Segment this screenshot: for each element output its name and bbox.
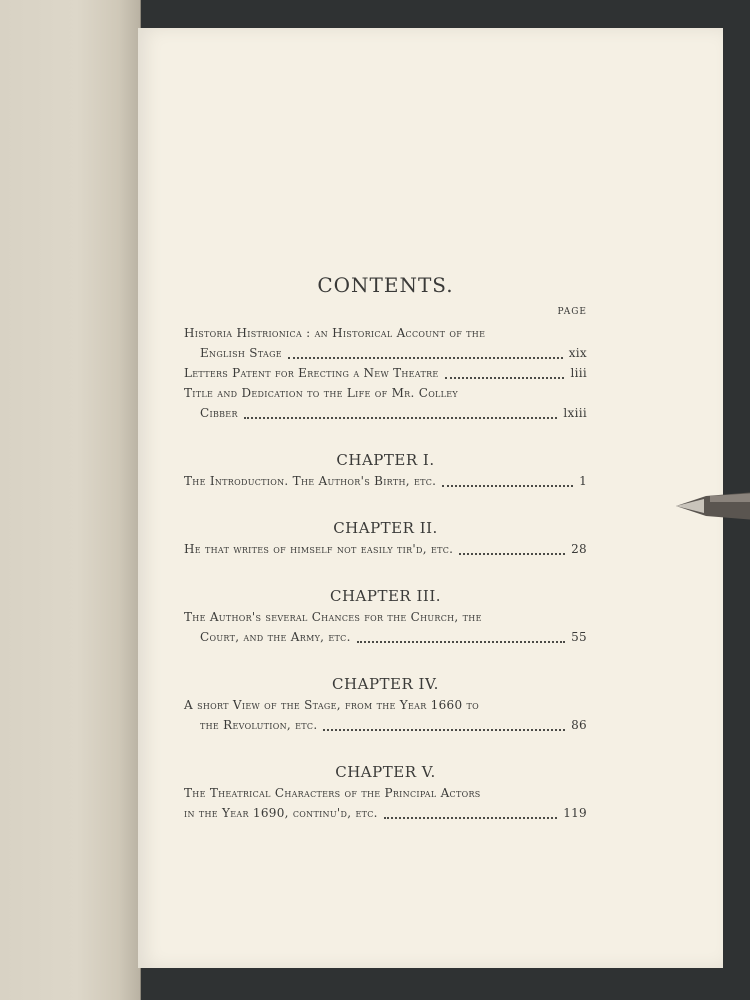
page-number: lxiii — [563, 406, 587, 420]
entry-text: Title and Dedication to the Life of Mr. Colley — [184, 386, 458, 400]
page-number: 86 — [571, 718, 587, 732]
toc-entry-historia — [184, 323, 587, 363]
toc-entry-chapter-2 — [184, 539, 587, 559]
toc-entry-chapter-1 — [184, 471, 587, 491]
toc-entry-chapter-4 — [184, 695, 587, 735]
toc-entry-title-dedication — [184, 383, 587, 423]
dot-leader — [384, 817, 557, 819]
left-page — [0, 0, 141, 1000]
pen-tip — [676, 488, 750, 524]
chapter-heading: CHAPTER IV. — [332, 675, 439, 693]
page-number: 1 — [579, 474, 587, 488]
dot-leader — [459, 553, 565, 555]
dot-leader — [323, 729, 565, 731]
page-column-label: PAGE — [557, 307, 587, 317]
entry-text: Cibber — [200, 406, 238, 420]
page-number: xix — [568, 346, 587, 360]
chapter-heading: CHAPTER I. — [336, 451, 435, 469]
entry-text: A short View of the Stage, from the Year 1660 to — [184, 698, 480, 712]
toc-entry-chapter-5 — [184, 783, 587, 823]
dot-leader — [442, 485, 573, 487]
right-page — [138, 28, 723, 968]
entry-text: He that writes of himself not easily tir'd, etc. — [184, 542, 454, 556]
page-number: liii — [570, 366, 587, 380]
table-of-contents — [184, 273, 587, 823]
page-number: 55 — [571, 630, 587, 644]
contents-title: CONTENTS. — [317, 273, 454, 297]
page-number: 119 — [563, 806, 587, 820]
toc-entry-letters-patent — [184, 363, 587, 383]
toc-entry-chapter-3 — [184, 607, 587, 647]
entry-text: The Theatrical Characters of the Principal Actors — [184, 786, 481, 800]
entry-text: in the Year 1690, continu'd, etc. — [184, 806, 378, 820]
chapter-heading: CHAPTER III. — [329, 587, 442, 605]
dot-leader — [357, 641, 565, 643]
dot-leader — [445, 377, 565, 379]
entry-text: Court, and the Army, etc. — [200, 630, 351, 644]
page-number: 28 — [571, 542, 587, 556]
entry-text: English Stage — [200, 346, 282, 360]
chapter-heading: CHAPTER V. — [335, 763, 436, 781]
entry-text: The Author's several Chances for the Church, the — [184, 610, 482, 624]
entry-text: Letters Patent for Erecting a New Theatre — [184, 366, 439, 380]
dot-leader — [288, 357, 563, 359]
entry-text: Historia Histrionica : an Historical Account of the — [184, 326, 486, 340]
dot-leader — [244, 417, 558, 419]
chapter-heading: CHAPTER II. — [333, 519, 438, 537]
entry-text: the Revolution, etc. — [200, 718, 318, 732]
entry-text: The Introduction. The Author's Birth, etc. — [184, 474, 437, 488]
